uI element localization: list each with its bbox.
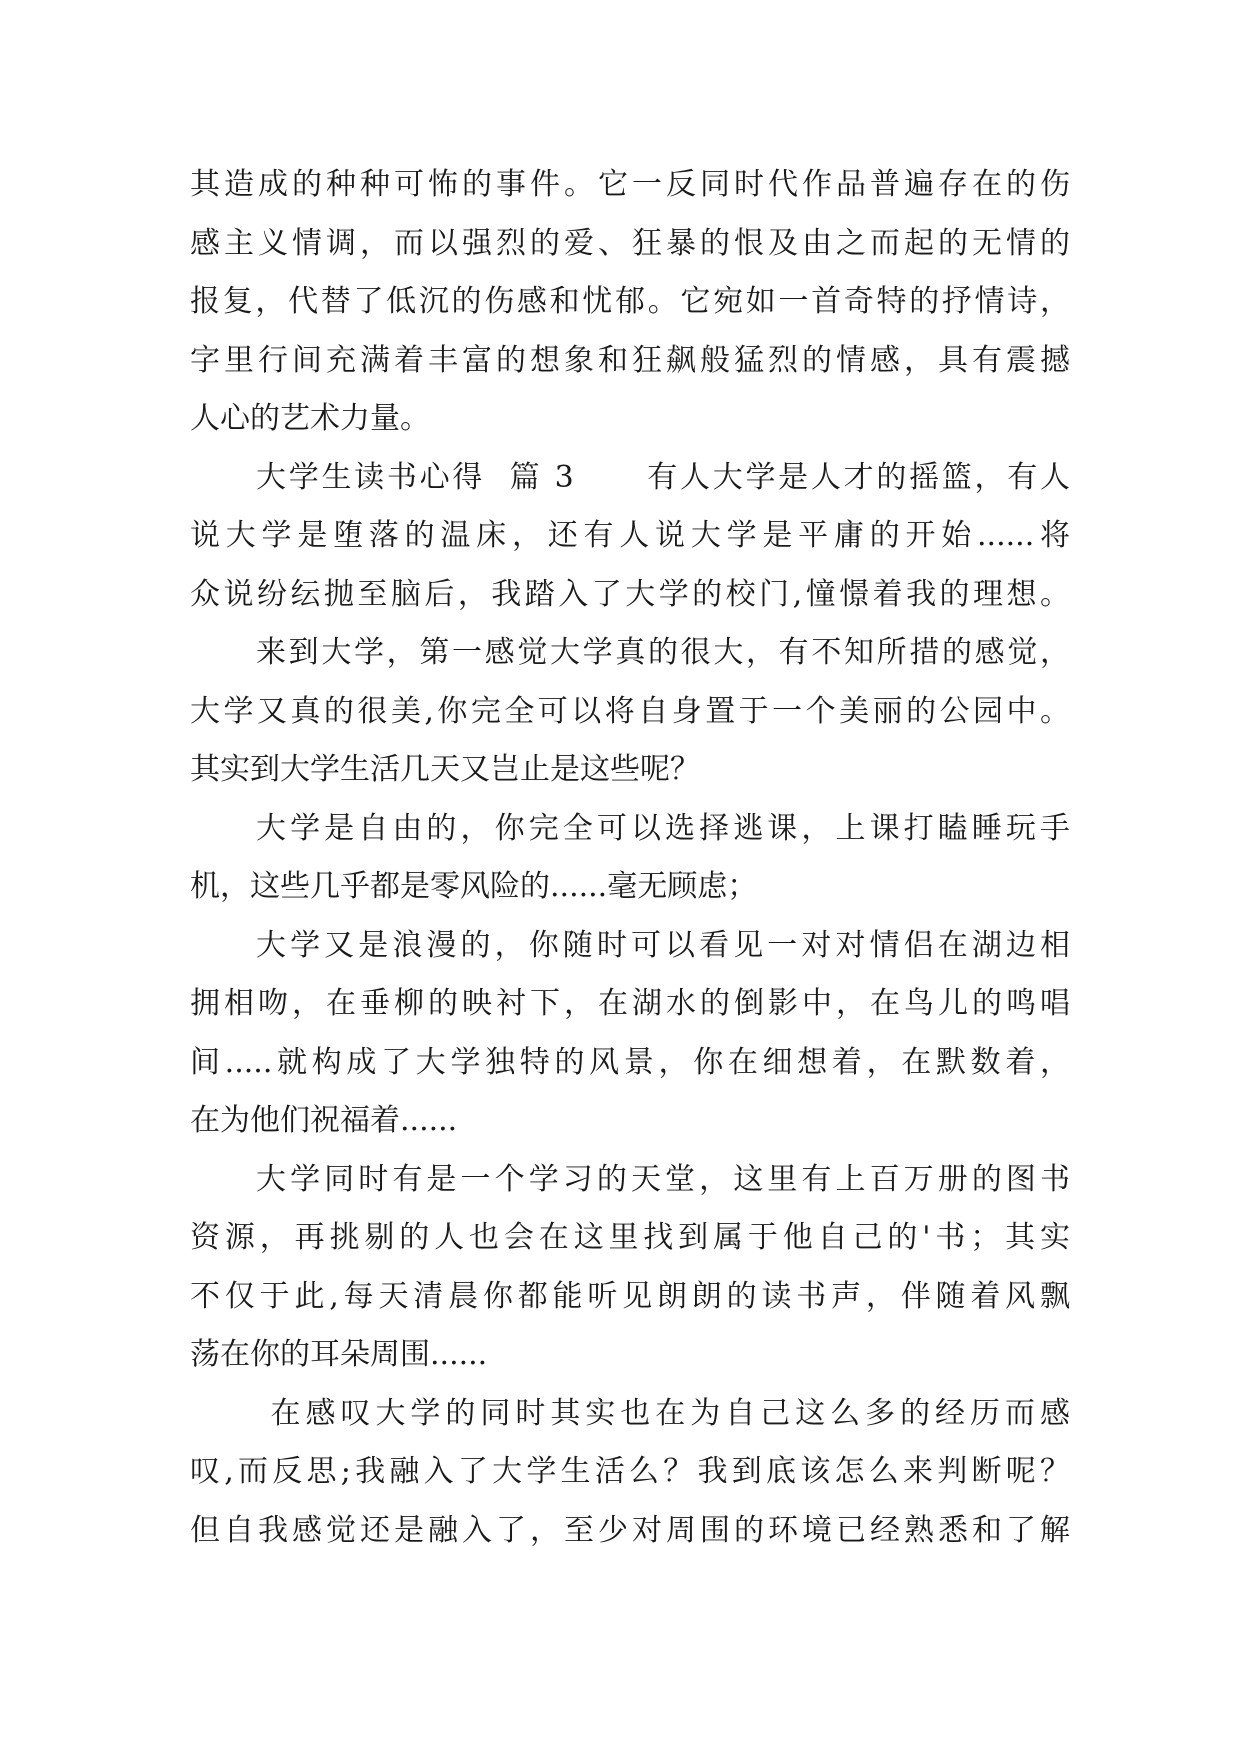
text-line: 大学是自由的，你完全可以选择逃课，上课打瞌睡玩手 [256,810,1070,846]
text-line: 大学又真的很美,你完全可以将自身置于一个美丽的公园中。 [190,693,1070,729]
text-line: 大学又是浪漫的，你随时可以看见一对对情侣在湖边相 [256,927,1070,963]
body-text [190,156,1070,1560]
text-line: 其造成的种种可怖的事件。它一反同时代作品普遍存在的伤 [190,167,1070,202]
text-line: 大学生读书心得 篇 3 有人大学是人才的摇篮，有人 [256,459,1070,495]
text-line: 拥相吻，在垂柳的映衬下，在湖水的倒影中，在鸟儿的鸣唱 [190,986,1070,1021]
text-line: 报复，代替了低沉的伤感和忧郁。它宛如一首奇特的抒情诗， [190,284,1070,319]
text-line: 人心的艺术力量。 [190,401,430,436]
text-line: 在为他们祝福着...... [190,1103,458,1138]
text-line: 资源，再挑剔的人也会在这里找到属于他自己的'书；其实 [190,1220,1070,1255]
text-line: 大学同时有是一个学习的天堂，这里有上百万册的图书 [256,1161,1070,1197]
text-line: 叹,而反思;我融入了大学生活么？我到底该怎么来判断呢？ [190,1454,1070,1489]
text-line: 来到大学，第一感觉大学真的很大，有不知所措的感觉， [256,635,1070,670]
text-line: 字里行间充满着丰富的想象和狂飙般猛烈的情感，具有震撼 [190,342,1070,378]
text-line: 但自我感觉还是融入了，至少对周围的环境已经熟悉和了解 [190,1512,1070,1548]
text-line: 其实到大学生活几天又岂止是这些呢？ [190,752,700,787]
text-line: 在感叹大学的同时其实也在为自己这么多的经历而感 [256,1395,1070,1431]
text-line: 荡在你的耳朵周围...... [190,1337,488,1372]
text-line: 说大学是堕落的温床，还有人说大学是平庸的开始......将 [190,518,1070,553]
text-line: 感主义情调，而以强烈的爱、狂暴的恨及由之而起的无情的 [190,225,1070,261]
text-line: 间.....就构成了大学独特的风景，你在细想着，在默数着， [190,1044,1070,1080]
text-line: 机，这些几乎都是零风险的......毫无顾虑； [190,869,758,904]
text-line: 众说纷纭抛至脑后，我踏入了大学的校门,憧憬着我的理想。 [190,576,1070,612]
text-line: 不仅于此,每天清晨你都能听见朗朗的读书声，伴随着风飘 [190,1278,1070,1314]
